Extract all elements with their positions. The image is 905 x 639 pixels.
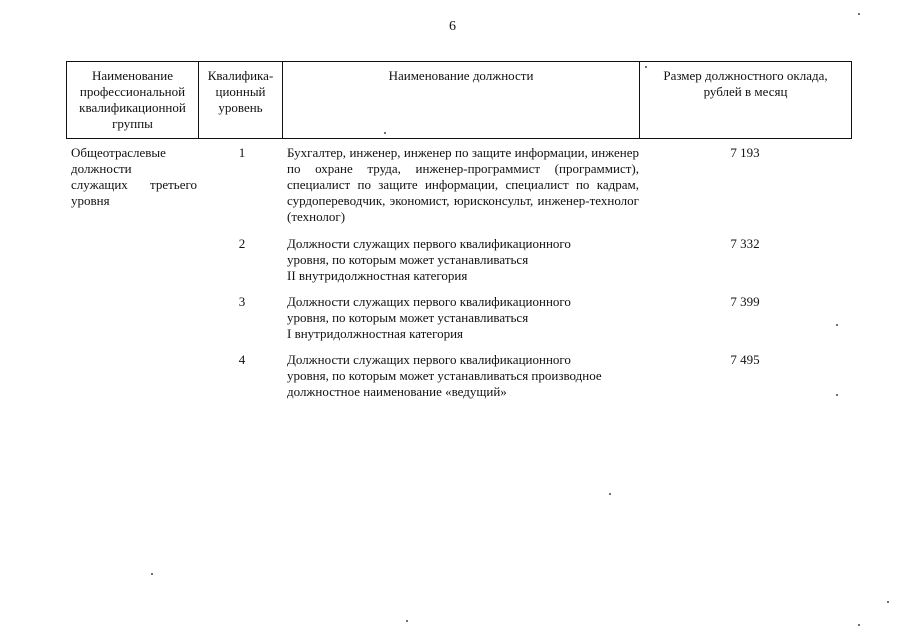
header-salary: Размер должностного оклада, рублей в месяц bbox=[640, 62, 852, 139]
level-cell: 3 bbox=[238, 294, 246, 309]
scan-speck bbox=[887, 601, 889, 603]
position-line: I внутридолжностная категория bbox=[287, 326, 464, 341]
position-line: уровня, по которым может устанавливаться производное bbox=[287, 368, 602, 383]
scan-speck bbox=[609, 493, 611, 495]
scan-speck bbox=[836, 394, 838, 396]
scan-speck bbox=[406, 620, 408, 622]
scan-speck bbox=[151, 573, 153, 575]
position-line: Должности служащих первого квалификационного bbox=[287, 294, 571, 309]
group-name bbox=[71, 145, 201, 209]
group-line: служащих третьего bbox=[71, 177, 197, 192]
header-row bbox=[67, 62, 852, 139]
group-line: должности bbox=[71, 161, 132, 176]
position-line: уровня, по которым может устанавливаться bbox=[287, 252, 529, 267]
position-line: должностное наименование «ведущий» bbox=[287, 384, 507, 399]
scan-speck bbox=[645, 66, 647, 68]
position-cell bbox=[287, 294, 639, 342]
header-group: Наименование профессиональной квалификационной группы bbox=[67, 62, 199, 139]
scan-speck bbox=[384, 132, 386, 134]
position-cell bbox=[287, 352, 639, 400]
scan-speck bbox=[836, 324, 838, 326]
salary-cell: 7 332 bbox=[730, 236, 760, 251]
scan-speck bbox=[858, 624, 860, 626]
group-line: уровня bbox=[71, 193, 110, 208]
salary-cell: 7 193 bbox=[730, 145, 760, 160]
position-line: уровня, по которым может устанавливаться bbox=[287, 310, 529, 325]
position-cell: Бухгалтер, инженер, инженер по защите информации, инженер по охране труда, инженер-программист (программист), специалист по защите информации, специалист по кадрам, сурдопереводчик, экономист, юрисконсульт, инженер-технолог (технолог) bbox=[287, 145, 639, 224]
header-position: Наименование должности bbox=[283, 62, 640, 139]
position-cell bbox=[287, 236, 639, 284]
level-cell: 4 bbox=[238, 352, 246, 367]
level-cell: 1 bbox=[238, 145, 246, 160]
scan-speck bbox=[858, 13, 860, 15]
table-header bbox=[66, 61, 852, 139]
position-line: Должности служащих первого квалификационного bbox=[287, 236, 571, 251]
position-line: Должности служащих первого квалификационного bbox=[287, 352, 571, 367]
group-line: Общеотраслевые bbox=[71, 145, 166, 160]
level-cell: 2 bbox=[238, 236, 246, 251]
page-number: 6 bbox=[449, 19, 456, 34]
salary-cell: 7 399 bbox=[730, 294, 760, 309]
header-level: Квалифика- ционный уровень bbox=[199, 62, 283, 139]
salary-cell: 7 495 bbox=[730, 352, 760, 367]
position-line: II внутридолжностная категория bbox=[287, 268, 468, 283]
